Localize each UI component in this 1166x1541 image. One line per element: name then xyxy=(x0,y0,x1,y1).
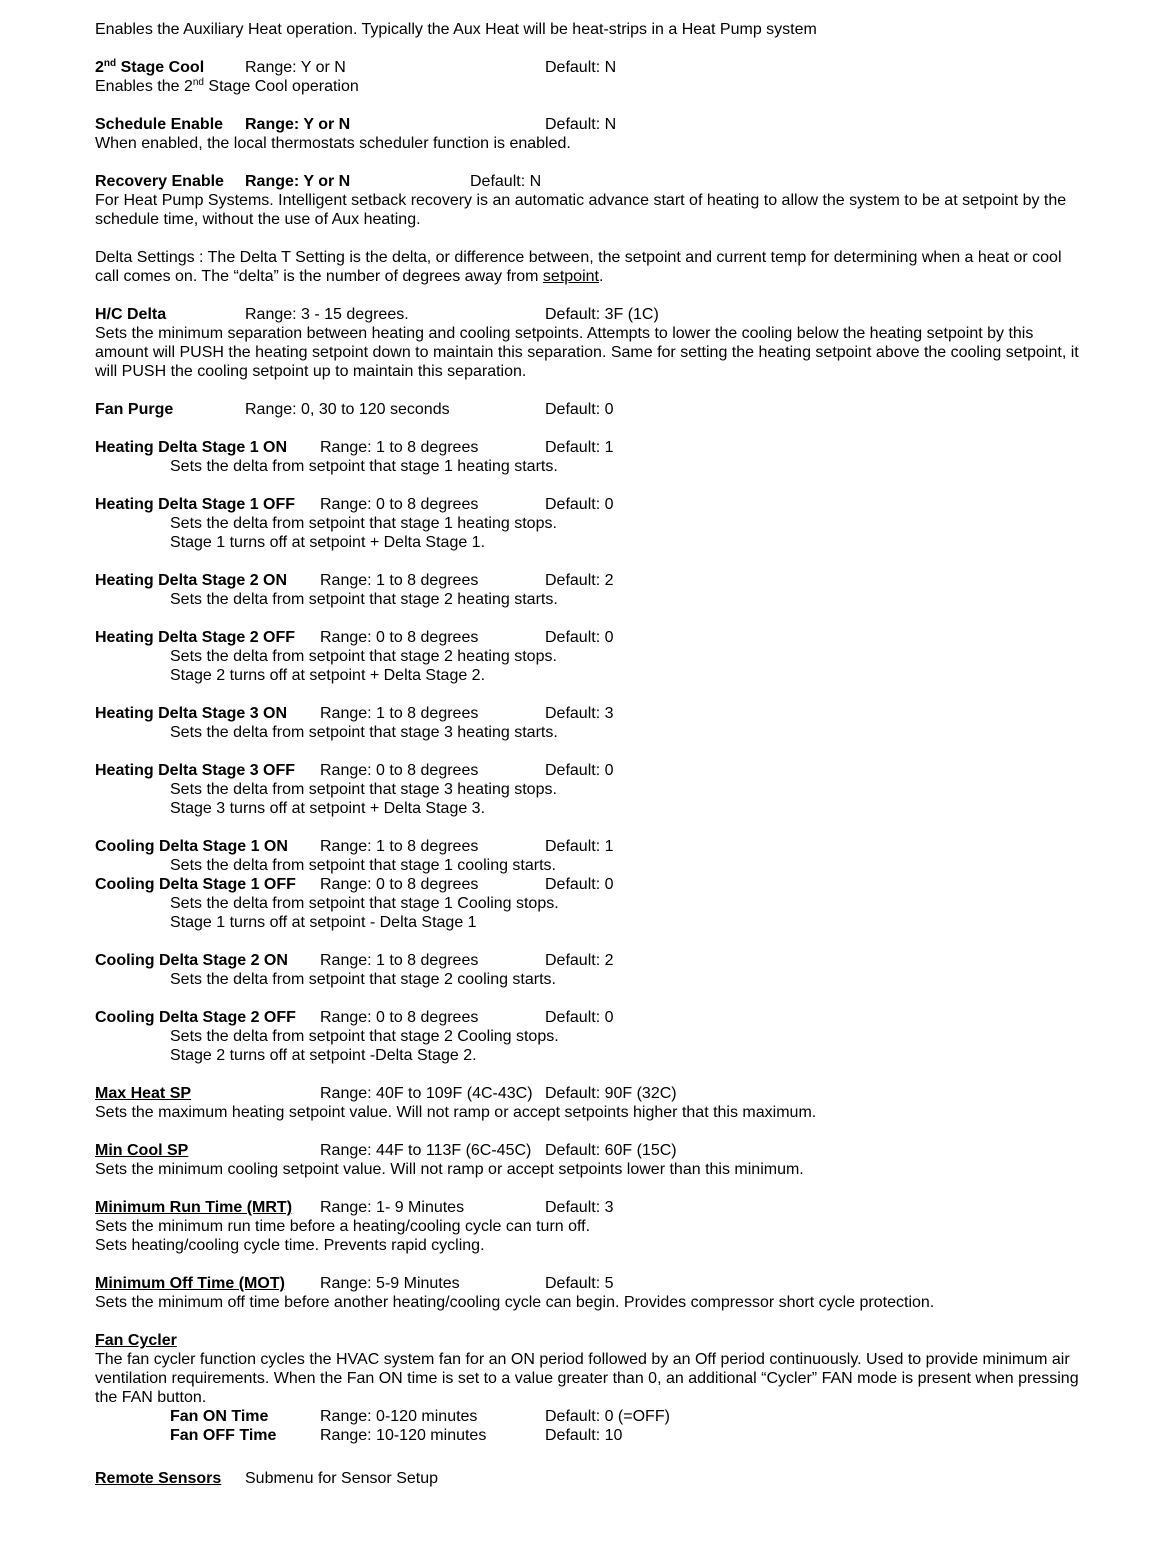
schedule-title: Schedule Enable xyxy=(95,116,224,133)
min-cool-desc: Sets the minimum cooling setpoint value. Will not ramp or accept setpoints lower than this minimum. xyxy=(95,1161,804,1178)
stage-range: Range: 0 to 8 degrees xyxy=(320,629,479,646)
stage-header xyxy=(95,571,1085,590)
stage-range: Range: 1 to 8 degrees xyxy=(320,439,479,456)
stage-default: Default: 0 xyxy=(545,496,614,513)
min-cool-title: Min Cool SP xyxy=(95,1142,189,1159)
delta-settings-text: Delta Settings : The Delta T Setting is the delta, or difference between, the setpoint and current temp for determining when a heat or cool call comes on. The “delta” is the number of degrees away from setpoint. xyxy=(95,249,1062,285)
stage2cool-default: Default: N xyxy=(545,59,617,76)
stage-header xyxy=(95,628,1085,647)
recovery-default: Default: N xyxy=(470,173,542,190)
mrt-header xyxy=(95,1198,1085,1217)
remote-sensors-row xyxy=(95,1469,1085,1488)
stage-header xyxy=(95,837,1085,856)
stage-default: Default: 0 xyxy=(545,876,614,893)
hc-delta-desc: Sets the minimum separation between heating and cooling setpoints. Attempts to lower the cooling below the heating setpoint by this amount will PUSH the heating setpoint down to maintain this separation. Same for setting the heating setpoint above the cooling setpoint, it will PUSH the cooling setpoint up to maintain this separation. xyxy=(95,325,1079,380)
mot-header xyxy=(95,1274,1085,1293)
stage-header xyxy=(95,875,1085,894)
stage-desc: Sets the delta from setpoint that stage 2 heating stops. xyxy=(170,648,557,665)
stage-title: Cooling Delta Stage 1 ON xyxy=(95,838,288,855)
min-cool-header xyxy=(95,1141,1085,1160)
fan-purge-title: Fan Purge xyxy=(95,401,174,418)
stage-desc: Sets the delta from setpoint that stage 1 cooling starts. xyxy=(170,857,556,874)
fan-on-row xyxy=(95,1407,1085,1426)
stage-title: Heating Delta Stage 2 OFF xyxy=(95,629,296,646)
stage-header xyxy=(95,495,1085,514)
stage-range: Range: 0 to 8 degrees xyxy=(320,762,479,779)
stage-desc: Sets the delta from setpoint that stage 2 cooling starts. xyxy=(170,971,556,988)
min-cool-default: Default: 60F (15C) xyxy=(545,1142,677,1159)
stage-header xyxy=(95,438,1085,457)
mrt-desc: Sets heating/cooling cycle time. Prevents rapid cycling. xyxy=(95,1237,485,1254)
fan-purge-range: Range: 0, 30 to 120 seconds xyxy=(245,401,450,418)
stage-title: Heating Delta Stage 1 OFF xyxy=(95,496,296,513)
stage-default: Default: 0 xyxy=(545,629,614,646)
intro-text: Enables the Auxiliary Heat operation. Typically the Aux Heat will be heat-strips in a Heat Pump system xyxy=(95,21,817,38)
fan-cycler-desc: The fan cycler function cycles the HVAC system fan for an ON period followed by an Off period continuously. Used to provide minimum air ventilation requirements. When the Fan ON time is set to a value greater than 0, an additional “Cycler” FAN mode is present when pressing the FAN button. xyxy=(95,1351,1079,1406)
mrt-desc: Sets the minimum run time before a heating/cooling cycle can turn off. xyxy=(95,1218,591,1235)
stage-title: Cooling Delta Stage 1 OFF xyxy=(95,876,296,893)
stage-range: Range: 0 to 8 degrees xyxy=(320,876,479,893)
mot-title: Minimum Off Time (MOT) xyxy=(95,1275,285,1292)
stage-header xyxy=(95,1008,1085,1027)
stage-range: Range: 0 to 8 degrees xyxy=(320,496,479,513)
stage-desc: Sets the delta from setpoint that stage 2 Cooling stops. xyxy=(170,1028,559,1045)
stage-range: Range: 1 to 8 degrees xyxy=(320,705,479,722)
fan-cycler-title: Fan Cycler xyxy=(95,1332,177,1349)
stage-range: Range: 1 to 8 degrees xyxy=(320,838,479,855)
stage-title: Heating Delta Stage 3 ON xyxy=(95,705,288,722)
stage-desc: Stage 2 turns off at setpoint + Delta Stage 2. xyxy=(170,667,486,684)
fan-on-range: Range: 0-120 minutes xyxy=(320,1408,478,1425)
stage-desc: Sets the delta from setpoint that stage 1 Cooling stops. xyxy=(170,895,559,912)
hc-delta-range: Range: 3 - 15 degrees. xyxy=(245,306,409,323)
stage-default: Default: 0 xyxy=(545,1009,614,1026)
schedule-range: Range: Y or N xyxy=(245,116,351,133)
stage-range: Range: 1 to 8 degrees xyxy=(320,952,479,969)
fan-purge-header xyxy=(95,400,1085,419)
mrt-title: Minimum Run Time (MRT) xyxy=(95,1199,293,1216)
min-cool-range: Range: 44F to 113F (6C-45C) xyxy=(320,1142,532,1159)
stage-title: Cooling Delta Stage 2 OFF xyxy=(95,1009,296,1026)
stage2cool-header xyxy=(95,58,1085,77)
recovery-desc: For Heat Pump Systems. Intelligent setback recovery is an automatic advance start of heating to allow the system to be at setpoint by the schedule time, without the use of Aux heating. xyxy=(95,192,1067,228)
recovery-header xyxy=(95,172,1085,191)
hc-delta-header xyxy=(95,305,1085,324)
fan-off-row xyxy=(95,1426,1085,1445)
stage2cool-desc: Enables the 2nd Stage Cool operation xyxy=(95,77,359,95)
stage-title: Cooling Delta Stage 2 ON xyxy=(95,952,288,969)
hc-delta-default: Default: 3F (1C) xyxy=(545,306,659,323)
stage-default: Default: 1 xyxy=(545,439,614,456)
fan-purge-default: Default: 0 xyxy=(545,401,614,418)
fan-off-default: Default: 10 xyxy=(545,1427,623,1444)
hc-delta-title: H/C Delta xyxy=(95,306,167,323)
stage-desc: Sets the delta from setpoint that stage 3 heating stops. xyxy=(170,781,557,798)
max-heat-default: Default: 90F (32C) xyxy=(545,1085,677,1102)
stage2cool-range: Range: Y or N xyxy=(245,59,346,76)
stage-header xyxy=(95,951,1085,970)
schedule-header xyxy=(95,115,1085,134)
stage-desc: Stage 1 turns off at setpoint + Delta Stage 1. xyxy=(170,534,486,551)
fan-off-title: Fan OFF Time xyxy=(170,1427,277,1444)
recovery-title: Recovery Enable xyxy=(95,173,224,190)
mrt-range: Range: 1- 9 Minutes xyxy=(320,1199,465,1216)
document-page xyxy=(95,20,1085,1488)
stage-desc: Stage 3 turns off at setpoint + Delta Stage 3. xyxy=(170,800,486,817)
fan-off-range: Range: 10-120 minutes xyxy=(320,1427,487,1444)
stage-default: Default: 1 xyxy=(545,838,614,855)
schedule-desc: When enabled, the local thermostats scheduler function is enabled. xyxy=(95,135,571,152)
remote-sensors-desc: Submenu for Sensor Setup xyxy=(245,1470,439,1487)
stage2cool-title: 2nd Stage Cool xyxy=(95,58,205,76)
setpoint-link: setpoint xyxy=(542,268,599,285)
max-heat-desc: Sets the maximum heating setpoint value. Will not ramp or accept setpoints higher that this maximum. xyxy=(95,1104,817,1121)
schedule-default: Default: N xyxy=(545,116,617,133)
fan-on-default: Default: 0 (=OFF) xyxy=(545,1408,670,1425)
stage-desc: Sets the delta from setpoint that stage 2 heating starts. xyxy=(170,591,558,608)
mrt-default: Default: 3 xyxy=(545,1199,614,1216)
stage-desc: Sets the delta from setpoint that stage 3 heating starts. xyxy=(170,724,558,741)
max-heat-title: Max Heat SP xyxy=(95,1085,192,1102)
max-heat-range: Range: 40F to 109F (4C-43C) xyxy=(320,1085,533,1102)
stage-desc: Stage 1 turns off at setpoint - Delta Stage 1 xyxy=(170,914,477,931)
stage-range: Range: 0 to 8 degrees xyxy=(320,1009,479,1026)
stage-header xyxy=(95,761,1085,780)
stage-default: Default: 3 xyxy=(545,705,614,722)
stage-default: Default: 2 xyxy=(545,952,614,969)
stage-desc: Sets the delta from setpoint that stage 1 heating stops. xyxy=(170,515,557,532)
mot-default: Default: 5 xyxy=(545,1275,614,1292)
stage-range: Range: 1 to 8 degrees xyxy=(320,572,479,589)
mot-range: Range: 5-9 Minutes xyxy=(320,1275,460,1292)
fan-on-title: Fan ON Time xyxy=(170,1408,269,1425)
stage-default: Default: 2 xyxy=(545,572,614,589)
stage-title: Heating Delta Stage 2 ON xyxy=(95,572,288,589)
remote-sensors-title: Remote Sensors xyxy=(95,1470,222,1487)
recovery-range: Range: Y or N xyxy=(245,173,351,190)
fan-cycler-header xyxy=(95,1331,1085,1350)
stage-desc: Stage 2 turns off at setpoint -Delta Stage 2. xyxy=(170,1047,477,1064)
stage-title: Heating Delta Stage 3 OFF xyxy=(95,762,296,779)
stage-default: Default: 0 xyxy=(545,762,614,779)
stage-title: Heating Delta Stage 1 ON xyxy=(95,439,288,456)
max-heat-header xyxy=(95,1084,1085,1103)
stage-desc: Sets the delta from setpoint that stage 1 heating starts. xyxy=(170,458,558,475)
mot-desc: Sets the minimum off time before another heating/cooling cycle can begin. Provides compressor short cycle protection. xyxy=(95,1294,935,1311)
stage-header xyxy=(95,704,1085,723)
